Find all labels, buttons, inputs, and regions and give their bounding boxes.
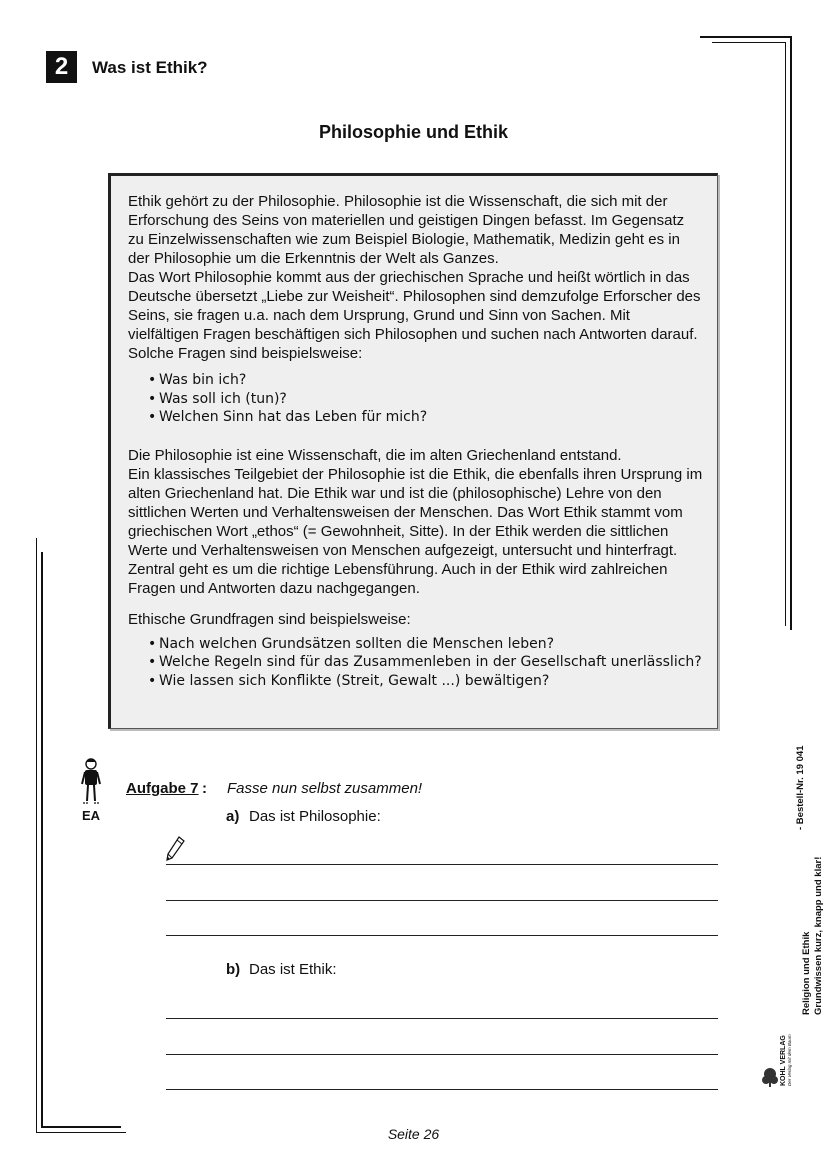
info-box-content xyxy=(128,192,703,690)
info-box xyxy=(108,173,718,729)
answer-line[interactable] xyxy=(166,935,718,936)
answer-line[interactable] xyxy=(166,900,718,901)
frame-line xyxy=(700,36,792,38)
order-number: - Bestell-Nr. 19 041 xyxy=(795,745,806,830)
chapter-number: 2 xyxy=(46,51,77,83)
task-label: Aufgabe 7 xyxy=(126,780,199,797)
subtask-a-marker: a) xyxy=(226,808,240,825)
chapter-title: Was ist Ethik? xyxy=(92,58,208,77)
question-list xyxy=(128,371,703,427)
work-mode-label: EA xyxy=(81,808,101,823)
subtask-a-text: Das ist Philosophie: xyxy=(249,808,381,825)
task-colon: : xyxy=(202,780,207,797)
answer-line[interactable] xyxy=(166,1018,718,1019)
section-title: Philosophie und Ethik xyxy=(319,122,508,142)
frame-line xyxy=(712,42,785,43)
book-subtitle-line: Grundwissen kurz, knapp und klar! xyxy=(813,856,824,1015)
task-instruction: Fasse nun selbst zusammen! xyxy=(227,780,423,797)
answer-line[interactable] xyxy=(166,1054,718,1055)
pencil-icon xyxy=(165,836,185,862)
paragraph: Das Wort Philosophie kommt aus der griechischen Sprache und heißt wörtlich in das Deutsche übersetzt „Liebe zur Weisheit“. Philosophen sind demzufolge Erforscher des Seins, sie fragen u.a. nach dem Ursprung, Grund und Sinn von Sachen. Mit vielfältigen Fragen beschäftigen sich Philosophen und suchen nach Antworten darauf. Solche Fragen sind beispielsweise: xyxy=(128,269,701,362)
subtask-b-text: Das ist Ethik: xyxy=(249,961,337,978)
frame-line xyxy=(41,552,43,1127)
person-icon xyxy=(79,757,103,807)
publisher-slogan: Der Verlag mit dem Baum xyxy=(787,1034,792,1086)
list-item: • Wie lassen sich Konflikte (Streit, Gewalt ...) bewältigen? xyxy=(148,672,703,691)
list-item: • Nach welchen Grundsätzen sollten die Menschen leben? xyxy=(148,635,703,654)
book-title-line: Religion und Ethik xyxy=(801,931,812,1015)
list-item: • Was soll ich (tun)? xyxy=(148,390,703,409)
frame-line xyxy=(36,538,37,1132)
answer-line[interactable] xyxy=(166,1089,718,1090)
list-item: • Welche Regeln sind für das Zusammenleben in der Gesellschaft unerlässlich? xyxy=(148,653,703,672)
publisher-logo xyxy=(762,1030,792,1088)
subtask-b-marker: b) xyxy=(226,961,241,978)
paragraph: Ein klassisches Teilgebiet der Philosophie ist die Ethik, die ebenfalls ihren Ursprung im alten Griechenland hat. Die Ethik war und ist die (philosophische) Lehre von den sittlichen Werten und Verhaltensweisen der Menschen. Das Wort Ethik stammt vom griechischen Wort „ethos“ (= Gewohnheit, Sitte). In der Ethik werden die sittlichen Werte und Verhaltensweisen von Menschen aufgezeigt, untersucht und hinterfragt. Zentral geht es um die richtige Lebensführung. Auch in der Ethik wird zahlreichen Fragen und Antworten dazu nachgegangen. xyxy=(128,465,703,597)
book-title xyxy=(801,857,825,1015)
paragraph: Ethik gehört zu der Philosophie. Philosophie ist die Wissenschaft, die sich mit der Erforschung des Seins von materiellen und geistigen Dingen befasst. Im Gegensatz zu Einzelwissenschaften wie zum Beispiel Biologie, Mathematik, Medizin geht es in der Philosophie um die Erkenntnis der Welt als Ganzes. xyxy=(128,193,685,267)
page-number: Seite 26 xyxy=(387,1126,440,1142)
list-item: • Welchen Sinn hat das Leben für mich? xyxy=(148,408,703,427)
publisher-name: KOHL VERLAG xyxy=(780,1035,787,1086)
answer-line[interactable] xyxy=(166,864,718,865)
question-list xyxy=(128,635,703,691)
paragraph: Ethische Grundfragen sind beispielsweise: xyxy=(128,610,411,628)
paragraph: Die Philosophie ist eine Wissenschaft, die im alten Griechenland entstand. xyxy=(128,446,622,464)
list-item: • Was bin ich? xyxy=(148,371,703,390)
